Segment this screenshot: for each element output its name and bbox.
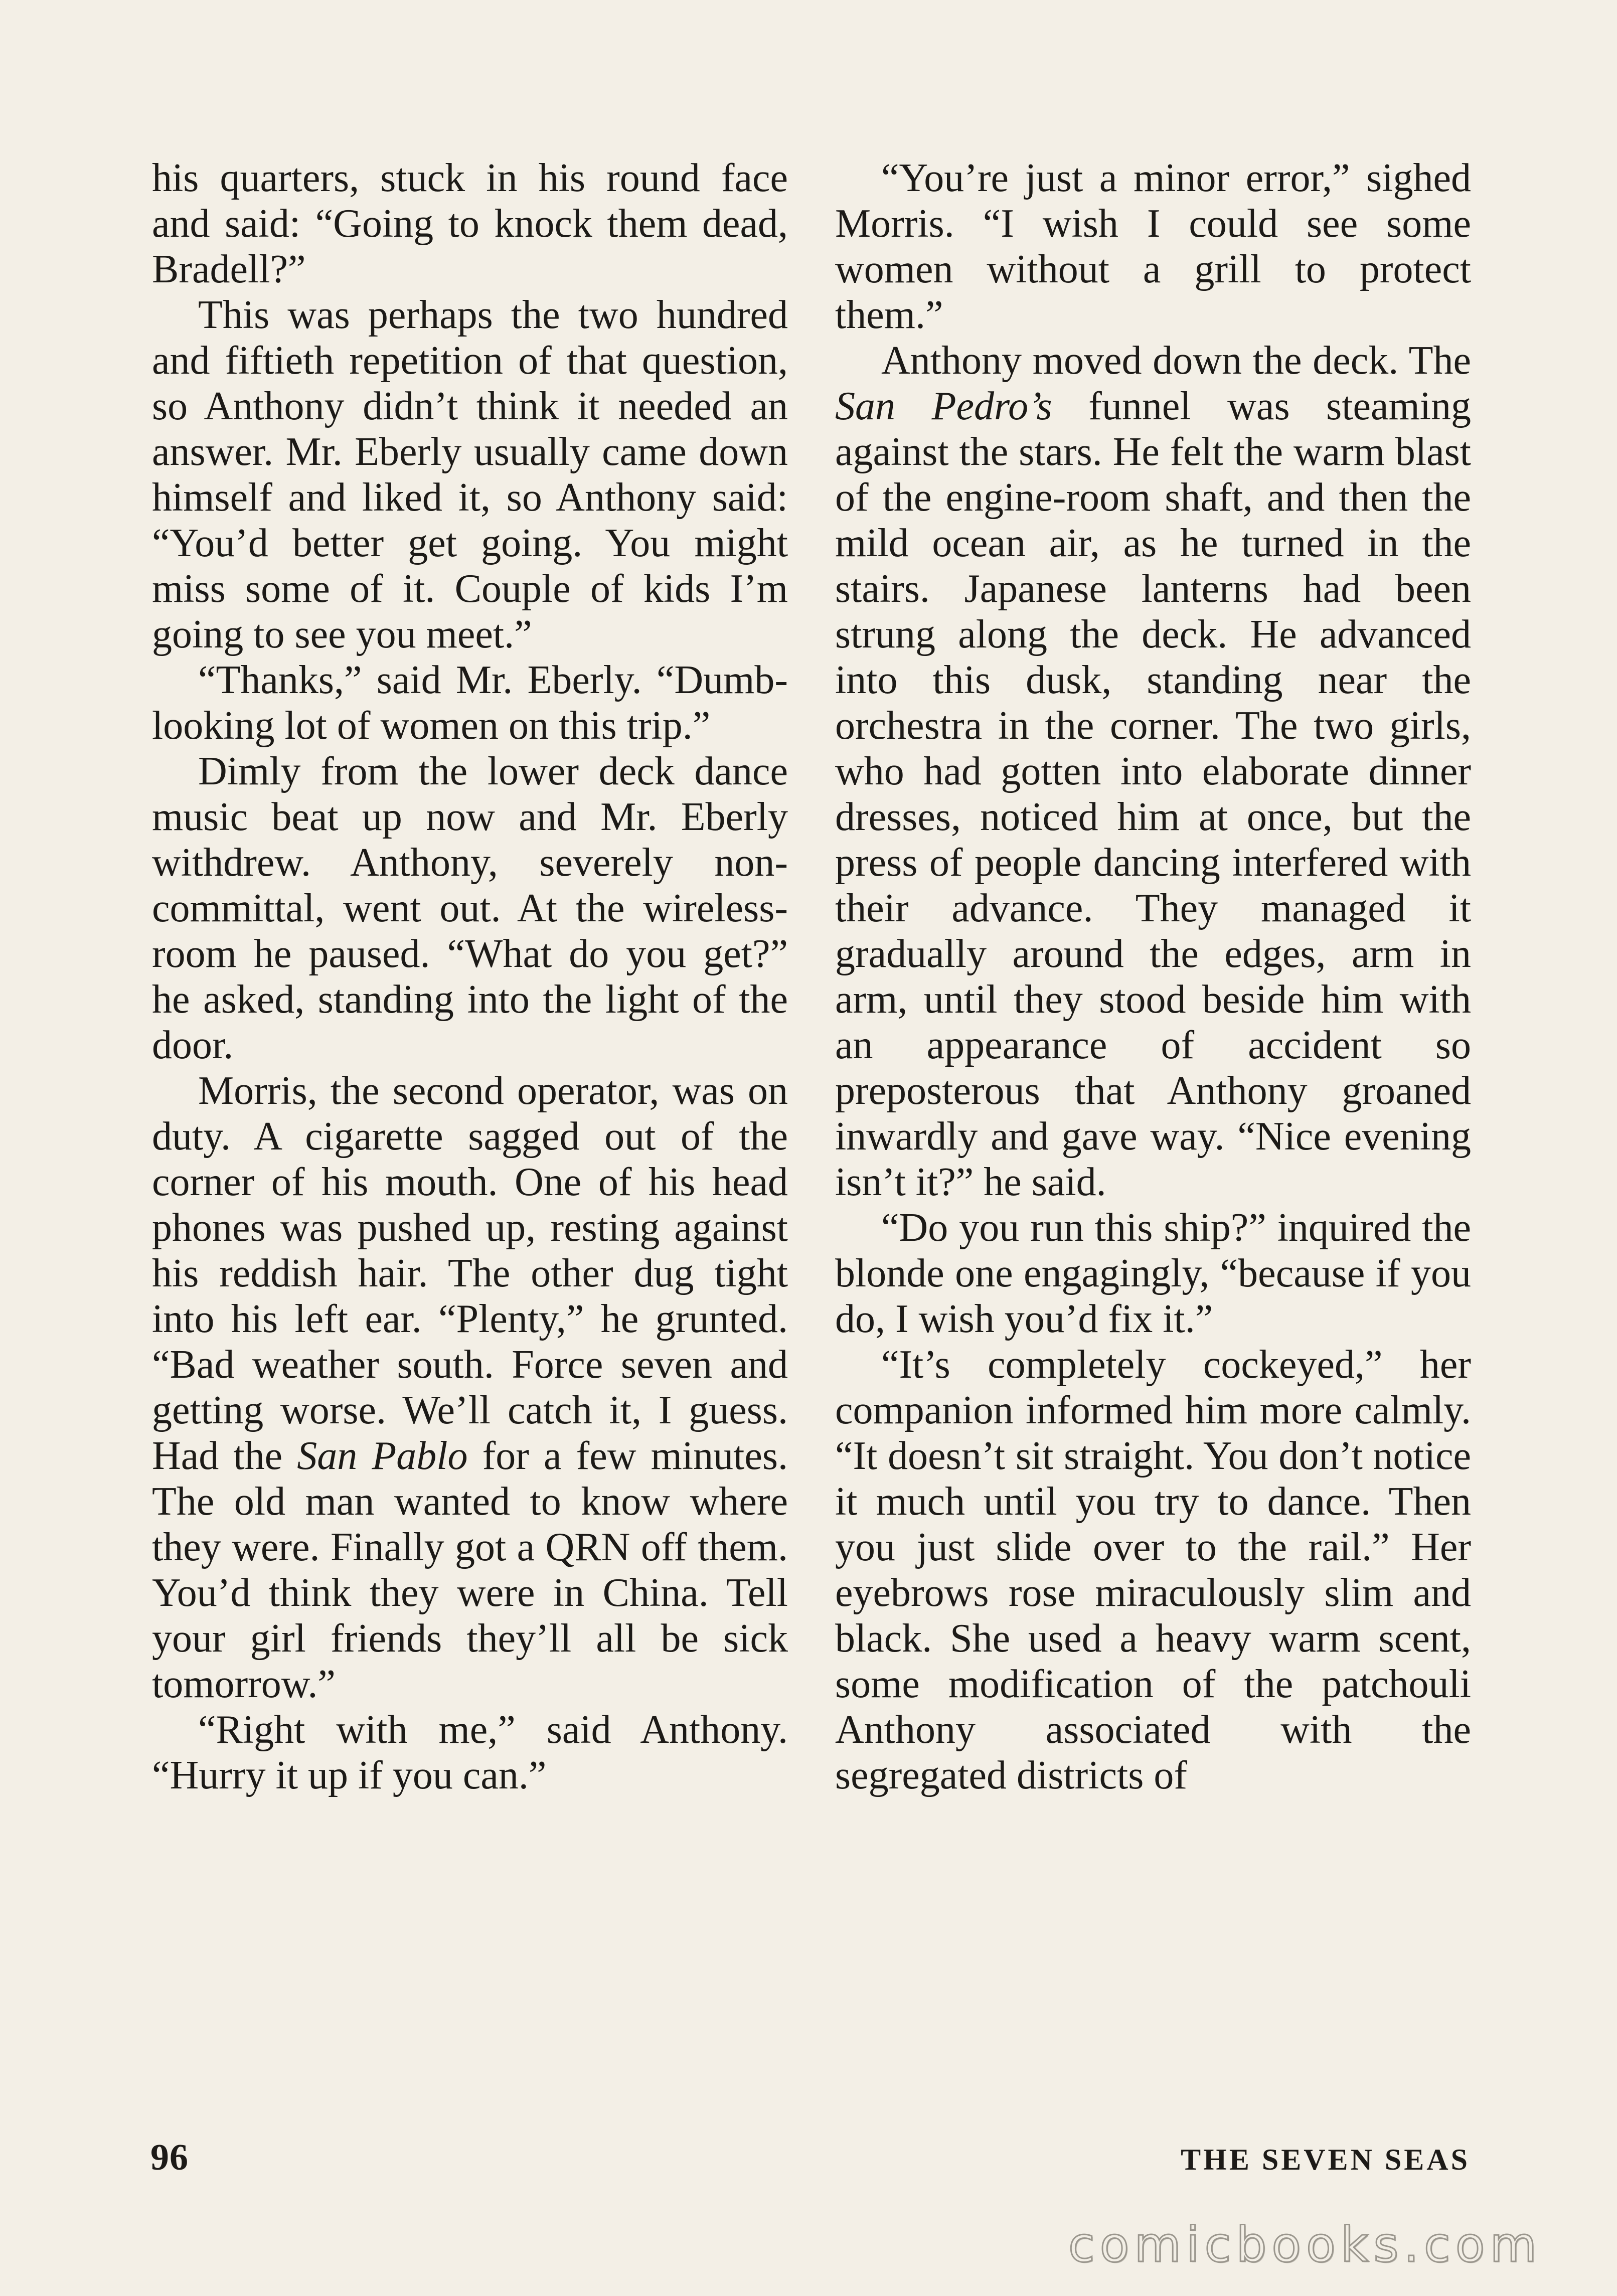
paragraph: “Thanks,” said Mr. Eberly. “Dumb-looking lot of women on this trip.” bbox=[152, 658, 788, 748]
ship-name-italic: San Pablo bbox=[297, 1434, 468, 1478]
paragraph-text: Anthony moved down the deck. The bbox=[881, 339, 1471, 383]
page-number: 96 bbox=[150, 2137, 189, 2178]
paragraph: “Right with me,” said Anthony. “Hurry it up if you can.” bbox=[152, 1708, 788, 1797]
paragraph-text: Morris, the second operator, was on duty. A cigarette sagged out of the corner of his mouth. One of his head phones was pushed up, resting against his reddish hair. The other dug tight into his left ear. “Plenty,” he grunted. “Bad weather south. Force seven and getting worse. We’ll catch it, I guess. Had the bbox=[152, 1069, 788, 1478]
paragraph-text: funnel was steaming against the stars. He felt the warm blast of the engine-room shaft, and then the mild ocean air, as he turned in the stairs. Japanese lanterns had been strung along the deck. He advanced into this dusk, standing near the orchestra in the corner. The two girls, who had gotten into elaborate dinner dresses, noticed him at once, but the press of people dancing interfered with their advance. They managed it gradually around the edges, arm in arm, until they stood beside him with an appearance of accident so preposterous that Anthony groaned inwardly and gave way. “Nice evening isn’t it?” he said. bbox=[835, 384, 1471, 1204]
ship-name-italic: San Pedro’s bbox=[835, 384, 1052, 428]
paragraph: This was perhaps the two hundred and fiftieth repetition of that question, so Anthony didn’t think it needed an answer. Mr. Eberly usually came down himself and liked it, so Anthony said: “You’d better get going. You might miss some of it. Couple of kids I’m going to see you meet.” bbox=[152, 293, 788, 657]
right-text-column bbox=[835, 155, 1471, 1798]
paragraph-text: for a few minutes. The old man wanted to know where they were. Finally got a QRN off them. You’d think they were in China. Tell your girl friends they’ll all be sick tomorrow.” bbox=[152, 1434, 788, 1706]
paragraph: “It’s completely cockeyed,” her companion informed him more calmly. “It doesn’t sit straight. You don’t notice it much until you try to dance. Then you just slide over to the rail.” Her eyebrows rose miraculously slim and black. She used a heavy warm scent, some modification of the patchouli Anthony associated with the segregated districts of bbox=[835, 1343, 1471, 1797]
paragraph: Dimly from the lower deck dance music beat up now and Mr. Eberly withdrew. Anthony, severely non-committal, went out. At the wireless-room he paused. “What do you get?” he asked, standing into the light of the door. bbox=[152, 749, 788, 1067]
watermark-text: comicbooks.com bbox=[1068, 2217, 1542, 2273]
paragraph bbox=[152, 1068, 788, 1707]
paragraph: “You’re just a minor error,” sighed Morris. “I wish I could see some women without a grill to protect them.” bbox=[835, 156, 1471, 337]
paragraph: his quarters, stuck in his round face and said: “Going to knock them dead, Bradell?” bbox=[152, 156, 788, 291]
paragraph bbox=[835, 338, 1471, 1205]
paragraph: “Do you run this ship?” inquired the blonde one engagingly, “because if you do, I wish you’d fix it.” bbox=[835, 1206, 1471, 1341]
left-text-column bbox=[152, 155, 788, 1798]
running-footer-title: THE SEVEN SEAS bbox=[1181, 2143, 1470, 2176]
